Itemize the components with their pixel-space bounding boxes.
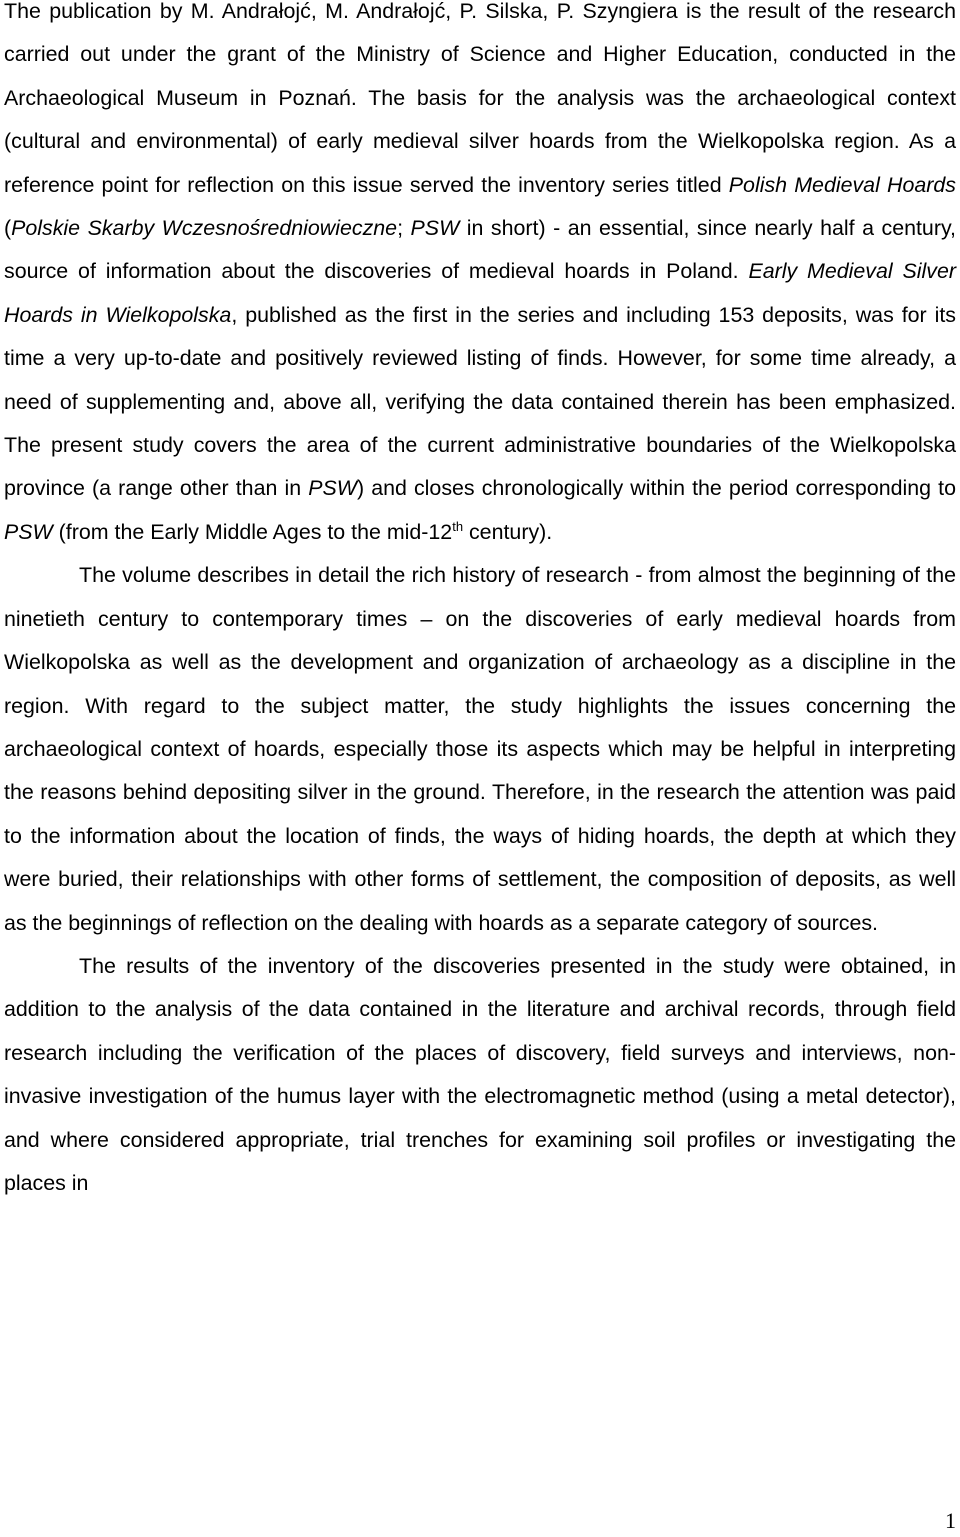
series-title-polish: Polskie Skarby Wczesnośredniowieczne — [11, 216, 398, 241]
psw-abbreviation: PSW — [410, 216, 460, 241]
volume-title: Early Medieval Silver Hoards in Wielkopolska — [4, 259, 956, 327]
paragraph-2 — [4, 554, 956, 945]
psw-abbreviation: PSW — [308, 476, 357, 501]
paragraph-2-text: The volume describes in detail the rich history of research - from almost the beginning of the ninetieth century to contemporary times – on the discoveries of early medieval hoards from Wielkopolska as well as the development and organization of archaeology as a discipline in the region. With regard to the subject matter, the study highlights the issues concerning the archaeological context of hoards, especially those its aspects which may be helpful in interpreting the reasons behind depositing silver in the ground. Therefore, in the research the attention was paid to the information about the location of finds, the ways of hiding hoards, the depth at which they were buried, their relationships with other forms of settlement, the composition of deposits, as well as the beginnings of reflection on the dealing with hoards as a separate category of sources. — [4, 563, 956, 935]
psw-abbreviation: PSW — [4, 519, 53, 544]
ordinal-superscript: th — [452, 518, 464, 534]
page-number: 1 — [945, 1508, 956, 1533]
paragraph-3 — [4, 945, 956, 1205]
paragraph-1: The publication by M. Andrałojć, M. Andrałojć, P. Silska, P. Szyngiera is the result of the research carried out under the grant of the Ministry of Science and Higher Education, conducted in the Archaeological Museum in Poznań. The basis for the analysis was the archaeological context (cultural and environmental) of early medieval silver hoards from the Wielkopolska region. As a reference point for reflection on this issue served the inventory series titled Polish Medieval Hoards (Polskie Skarby Wczesnośredniowieczne; PSW in short) - an essential, since nearly half a century, source of information about the discoveries of medieval hoards in Poland. Early Medieval Silver Hoards in Wielkopolska, published as the first in the series and including 153 deposits, was for its time a very up-to-date and positively reviewed listing of finds. However, for some time already, a need of supplementing and, above all, verifying the data contained therein has been emphasized. The present study covers the area of the current administrative boundaries of the Wielkopolska province (a range other than in PSW) and closes chronologically within the period corresponding to PSW (from the Early Middle Ages to the mid-12th century). — [4, 0, 957, 544]
document-page — [4, 0, 956, 1205]
series-title-english: Polish Medieval Hoards — [728, 172, 956, 197]
paragraph-1-text: The publication by M. Andrałojć, M. Andrałojć, P. Silska, P. Szyngiera is the result of the research carried out under the grant of the Ministry of Science and Higher Education, conducted in the Archaeological Museum in Poznań. The basis for the analysis was the archaeological context (cultural and environmental) of early medieval silver hoards from the Wielkopolska region. As a reference point for reflection on this issue served the inventory series titled — [4, 0, 956, 197]
paragraph-3-text: The results of the inventory of the discoveries presented in the study were obtained, in addition to the analysis of the data contained in the literature and archival records, through field research including the verification of the places of discovery, field surveys and interviews, non-invasive investigation of the humus layer with the electromagnetic method (using a metal detector), and where considered appropriate, trial trenches for examining soil profiles or investigating the places in — [4, 953, 956, 1195]
